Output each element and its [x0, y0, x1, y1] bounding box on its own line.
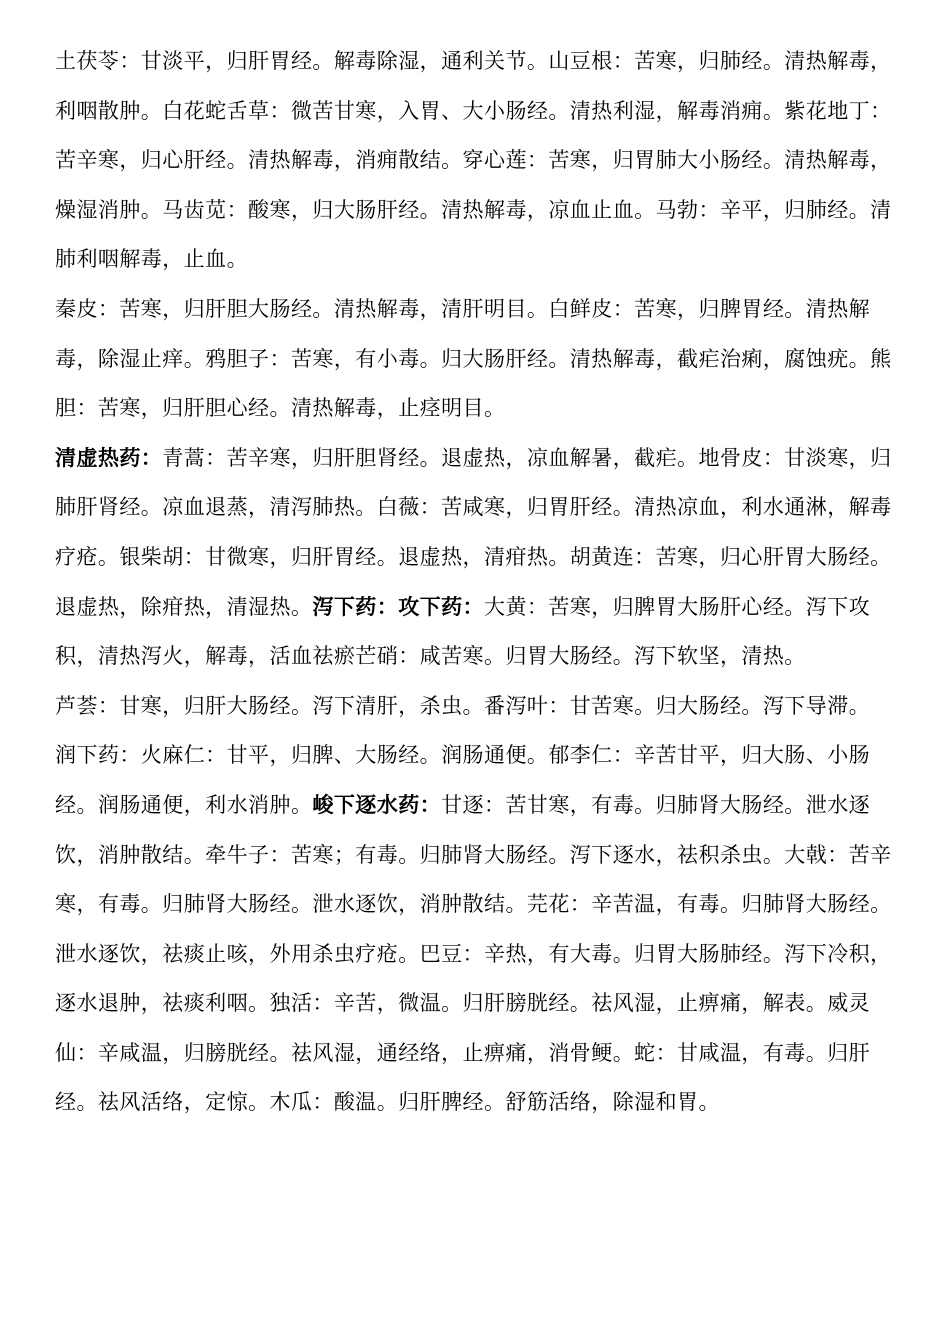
section-heading-junxiazhushuiyao: 峻下逐水药：: [312, 792, 442, 817]
paragraph-luhui-fanxieye: [55, 682, 905, 732]
section-heading-xiexiayao: 泻下药：攻下药：: [312, 594, 485, 619]
paragraph-text: 甘逐：苦甘寒，有毒。归肺肾大肠经。泄水逐饮，消肿散结。牵牛子：苦寒；有毒。归肺肾大肠经。泻下逐水，祛积杀虫。大戟：苦辛寒，有毒。归肺肾大肠经。泄水逐饮，消肿散结。芫花：辛苦温，有毒。归肺肾大肠经。泄水逐饮，祛痰止咳，外用杀虫疗疮。巴豆：辛热，有大毒。归胃大肠肺经。泻下冷积，逐水退肿，祛痰利咽。独活：辛苦，微温。归肝膀胱经。祛风湿，止痹痛，解表。威灵仙：辛咸温，归膀胱经。祛风湿，通经络，止痹痛，消骨鲠。蛇：甘咸温，有毒。归肝经。祛风活络，定惊。木瓜：酸温。归肝脾经。舒筋活络，除湿和胃。: [55, 792, 892, 1115]
paragraph-text: 芦荟：甘寒，归肝大肠经。泻下清肝，杀虫。番泻叶：甘苦寒。归大肠经。泻下导滞。: [55, 693, 871, 718]
paragraph-text: 青蒿：苦辛寒，归肝胆肾经。退虚热，凉血解暑，截疟。地骨皮：甘淡寒，归肺肝肾经。凉血退蒸，清泻肺热。白薇：苦咸寒，归胃肝经。清热凉血，利水通淋，解毒疗疮。银柴胡：甘微寒，归肝胃经。退虚热，清疳热。胡黄连：苦寒，归心肝胃大肠经。退虚热，除疳热，清湿热。: [55, 445, 892, 619]
document-page: [55, 37, 905, 1128]
paragraph-text: 润下药：火麻仁：甘平，归脾、大肠经。润肠通便。郁李仁：辛苦甘平，归大肠、小肠经。润肠通便，利水消肿。: [55, 743, 871, 817]
section-heading-qingxureyao: 清虚热药：: [55, 445, 163, 470]
paragraph-text: 土茯苓：甘淡平，归肝胃经。解毒除湿，通利关节。山豆根：苦寒，归肺经。清热解毒，利咽散肿。白花蛇舌草：微苦甘寒，入胃、大小肠经。清热利湿，解毒消痈。紫花地丁：苦辛寒，归心肝经。清热解毒，消痈散结。穿心莲：苦寒，归胃肺大小肠经。清热解毒，燥湿消肿。马齿苋：酸寒，归大肠肝经。清热解毒，凉血止血。马勃：辛平，归肺经。清肺利咽解毒，止血。: [55, 49, 892, 272]
paragraph-qinpi-xiongdan: [55, 285, 905, 434]
paragraph-text: 大黄：苦寒，归脾胃大肠肝心经。泻下攻积，清热泻火，解毒，活血祛瘀芒硝：咸苦寒。归胃大肠经。泻下软坚，清热。: [55, 594, 871, 669]
paragraph-tufuling-shandougen: [55, 37, 905, 285]
paragraph-runxia-junxia: [55, 731, 905, 1128]
paragraph-qingxure-xiexia: [55, 434, 905, 682]
paragraph-text: 秦皮：苦寒，归肝胆大肠经。清热解毒，清肝明目。白鲜皮：苦寒，归脾胃经。清热解毒，除湿止痒。鸦胆子：苦寒，有小毒。归大肠肝经。清热解毒，截疟治痢，腐蚀疣。熊胆：苦寒，归肝胆心经。清热解毒，止痉明目。: [55, 296, 892, 421]
